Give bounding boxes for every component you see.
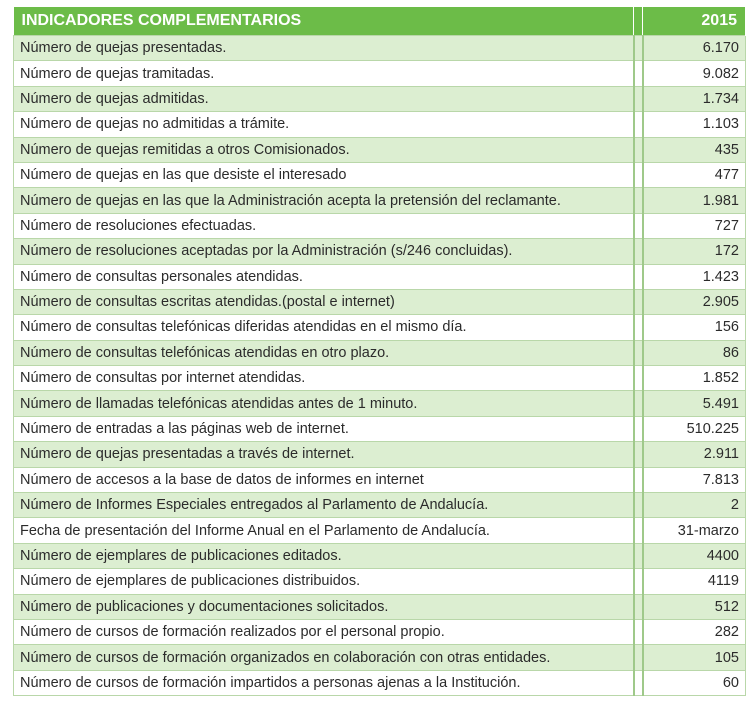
indicator-label: Número de entradas a las páginas web de internet. — [14, 416, 634, 441]
indicator-value: 727 — [643, 213, 746, 238]
indicator-value: 6.170 — [643, 36, 746, 61]
table-row — [14, 264, 746, 289]
table-row — [14, 391, 746, 416]
indicator-value: 2.911 — [643, 442, 746, 467]
row-spacer — [634, 86, 643, 111]
indicator-value: 512 — [643, 594, 746, 619]
indicator-value: 7.813 — [643, 467, 746, 492]
indicator-label: Número de quejas tramitadas. — [14, 61, 634, 86]
row-spacer — [634, 442, 643, 467]
row-spacer — [634, 543, 643, 568]
indicator-value: 477 — [643, 162, 746, 187]
row-spacer — [634, 569, 643, 594]
indicator-value: 156 — [643, 315, 746, 340]
indicator-value: 4119 — [643, 569, 746, 594]
indicator-label: Número de quejas remitidas a otros Comisionados. — [14, 137, 634, 162]
year-header: 2015 — [643, 7, 746, 36]
indicator-label: Número de quejas presentadas a través de internet. — [14, 442, 634, 467]
indicator-value: 86 — [643, 340, 746, 365]
indicator-value: 4400 — [643, 543, 746, 568]
row-spacer — [634, 467, 643, 492]
indicator-value: 5.491 — [643, 391, 746, 416]
row-spacer — [634, 239, 643, 264]
row-spacer — [634, 137, 643, 162]
indicator-label: Número de cursos de formación realizados por el personal propio. — [14, 619, 634, 644]
row-spacer — [634, 493, 643, 518]
row-spacer — [634, 366, 643, 391]
indicator-label: Número de cursos de formación organizados en colaboración con otras entidades. — [14, 645, 634, 670]
table-body — [14, 36, 746, 696]
row-spacer — [634, 264, 643, 289]
row-spacer — [634, 188, 643, 213]
row-spacer — [634, 162, 643, 187]
row-spacer — [634, 315, 643, 340]
indicator-label: Número de quejas presentadas. — [14, 36, 634, 61]
indicator-value: 1.103 — [643, 112, 746, 137]
indicator-value: 435 — [643, 137, 746, 162]
table-row — [14, 61, 746, 86]
indicator-label: Número de Informes Especiales entregados al Parlamento de Andalucía. — [14, 493, 634, 518]
indicator-label: Número de resoluciones aceptadas por la Administración (s/246 concluidas). — [14, 239, 634, 264]
table-row — [14, 619, 746, 644]
indicator-value: 2 — [643, 493, 746, 518]
table-row — [14, 86, 746, 111]
indicator-label: Número de consultas personales atendidas. — [14, 264, 634, 289]
row-spacer — [634, 416, 643, 441]
table-row — [14, 569, 746, 594]
row-spacer — [634, 36, 643, 61]
indicator-label: Número de consultas telefónicas diferidas atendidas en el mismo día. — [14, 315, 634, 340]
indicator-label: Número de publicaciones y documentaciones solicitados. — [14, 594, 634, 619]
row-spacer — [634, 213, 643, 238]
indicator-value: 9.082 — [643, 61, 746, 86]
table-row — [14, 340, 746, 365]
table-row — [14, 543, 746, 568]
indicator-label: Número de llamadas telefónicas atendidas antes de 1 minuto. — [14, 391, 634, 416]
table-row — [14, 594, 746, 619]
indicator-label: Número de consultas telefónicas atendidas en otro plazo. — [14, 340, 634, 365]
indicator-label: Número de ejemplares de publicaciones editados. — [14, 543, 634, 568]
indicator-label: Número de quejas no admitidas a trámite. — [14, 112, 634, 137]
indicator-label: Número de quejas en las que la Administración acepta la pretensión del reclamante. — [14, 188, 634, 213]
indicator-label: Número de ejemplares de publicaciones distribuidos. — [14, 569, 634, 594]
indicator-label: Fecha de presentación del Informe Anual en el Parlamento de Andalucía. — [14, 518, 634, 543]
indicator-label: Número de consultas por internet atendidas. — [14, 366, 634, 391]
indicator-value: 105 — [643, 645, 746, 670]
table-row — [14, 493, 746, 518]
indicator-value: 2.905 — [643, 289, 746, 314]
table-row — [14, 213, 746, 238]
table-row — [14, 366, 746, 391]
table-title: INDICADORES COMPLEMENTARIOS — [14, 7, 634, 36]
indicators-table-container — [13, 7, 745, 696]
indicator-value: 1.423 — [643, 264, 746, 289]
table-row — [14, 645, 746, 670]
indicator-value: 282 — [643, 619, 746, 644]
indicator-label: Número de quejas admitidas. — [14, 86, 634, 111]
indicator-label: Número de cursos de formación impartidos a personas ajenas a la Institución. — [14, 670, 634, 695]
indicator-value: 172 — [643, 239, 746, 264]
table-header-row — [14, 7, 746, 36]
indicator-value: 1.734 — [643, 86, 746, 111]
indicator-label: Número de quejas en las que desiste el interesado — [14, 162, 634, 187]
table-row — [14, 289, 746, 314]
table-row — [14, 467, 746, 492]
indicator-value: 1.981 — [643, 188, 746, 213]
row-spacer — [634, 391, 643, 416]
row-spacer — [634, 340, 643, 365]
table-row — [14, 239, 746, 264]
table-row — [14, 315, 746, 340]
indicator-label: Número de consultas escritas atendidas.(postal e internet) — [14, 289, 634, 314]
indicator-value: 31-marzo — [643, 518, 746, 543]
row-spacer — [634, 670, 643, 695]
table-row — [14, 162, 746, 187]
row-spacer — [634, 61, 643, 86]
row-spacer — [634, 645, 643, 670]
row-spacer — [634, 619, 643, 644]
indicator-value: 1.852 — [643, 366, 746, 391]
row-spacer — [634, 112, 643, 137]
table-row — [14, 112, 746, 137]
indicator-label: Número de resoluciones efectuadas. — [14, 213, 634, 238]
table-row — [14, 137, 746, 162]
table-row — [14, 416, 746, 441]
table-row — [14, 670, 746, 695]
row-spacer — [634, 594, 643, 619]
header-spacer — [634, 7, 643, 36]
table-row — [14, 442, 746, 467]
indicator-value: 60 — [643, 670, 746, 695]
table-row — [14, 36, 746, 61]
indicators-table — [13, 7, 746, 696]
indicator-value: 510.225 — [643, 416, 746, 441]
indicator-label: Número de accesos a la base de datos de informes en internet — [14, 467, 634, 492]
table-row — [14, 518, 746, 543]
row-spacer — [634, 289, 643, 314]
table-row — [14, 188, 746, 213]
row-spacer — [634, 518, 643, 543]
